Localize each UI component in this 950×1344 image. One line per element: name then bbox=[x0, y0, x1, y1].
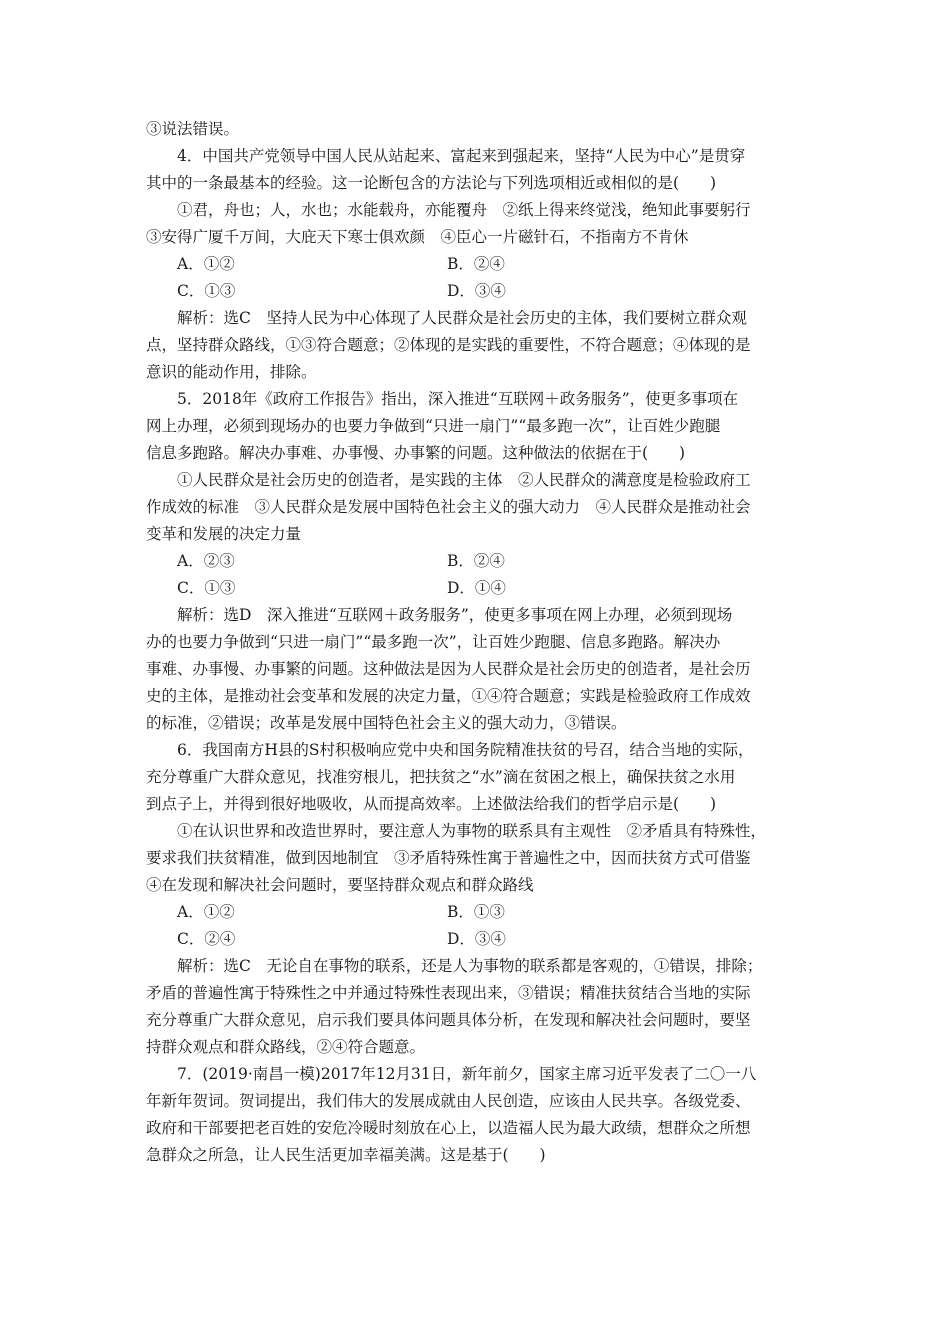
question-6 bbox=[146, 737, 811, 1061]
q5-analysis-line: 事难、办事慢、办事繁的问题。这种做法是因为人民群众是社会历史的创造者，是社会历 bbox=[146, 660, 751, 678]
q5-analysis-line: 办的也要力争做到“只进一扇门”“最多跑一次”，让百姓少跑腿、信息多跑路。解决办 bbox=[146, 633, 721, 651]
q6-statement-line: 要求我们扶贫精准，做到因地制宜 ③矛盾特殊性寓于普遍性之中，因而扶贫方式可借鉴 bbox=[146, 849, 751, 867]
q5-options-row bbox=[146, 548, 811, 575]
q4-stem-line: 4．中国共产党领导中国人民从站起来、富起来到强起来，坚持“人民为中心”是贯穿 bbox=[177, 147, 746, 165]
q6-options-row bbox=[146, 899, 811, 926]
q5-analysis-line: 的标准，②错误；改革是发展中国特色社会主义的强大动力，③错误。 bbox=[146, 714, 627, 732]
q4-analysis-line: 解析：选C 坚持人民为中心体现了人民群众是社会历史的主体，我们要树立群众观 bbox=[177, 309, 747, 327]
q5-option-b: B．②④ bbox=[447, 552, 505, 570]
q6-statement-line: ①在认识世界和改造世界时，要注意人为事物的联系具有主观性 ②矛盾具有特殊性， bbox=[177, 822, 767, 840]
q5-options-row bbox=[146, 575, 811, 602]
q4-option-b: B．②④ bbox=[447, 255, 505, 273]
q6-analysis-line: 充分尊重广大群众意见，启示我们要具体问题具体分析，在发现和解决社会问题时，要坚 bbox=[146, 1011, 751, 1029]
q5-statement-line: ①人民群众是社会历史的创造者，是实践的主体 ②人民群众的满意度是检验政府工 bbox=[177, 471, 751, 489]
q4-options-row bbox=[146, 278, 811, 305]
q6-stem-line: 到点子上，并得到很好地吸收，从而提高效率。上述做法给我们的哲学启示是( ) bbox=[146, 795, 717, 813]
q7-stem-line: 政府和干部要把老百姓的安危冷暖时刻放在心上，以造福人民为最大政绩，想群众之所想 bbox=[146, 1119, 751, 1137]
q5-option-c: C．①③ bbox=[177, 579, 236, 597]
q5-option-a: A．②③ bbox=[177, 552, 235, 570]
q5-analysis-line: 解析：选D 深入推进“互联网＋政务服务”，使更多事项在网上办理，必须到现场 bbox=[177, 606, 733, 624]
question-4 bbox=[146, 143, 811, 386]
q5-statement-line: 变革和发展的决定力量 bbox=[146, 525, 302, 543]
question-5 bbox=[146, 386, 811, 737]
q6-option-d: D．③④ bbox=[447, 930, 506, 948]
q4-statement-line: ③安得广厦千万间，大庇天下寒士俱欢颜 ④臣心一片磁针石，不指南方不肯休 bbox=[146, 228, 689, 246]
q5-option-d: D．①④ bbox=[447, 579, 506, 597]
q4-analysis-line: 意识的能动作用，排除。 bbox=[146, 363, 317, 381]
q6-analysis-line: 矛盾的普遍性寓于特殊性之中并通过特殊性表现出来，③错误；精准扶贫结合当地的实际 bbox=[146, 984, 751, 1002]
q6-stem-line: 充分尊重广大群众意见，找准穷根儿，把扶贫之“水”滴在贫困之根上，确保扶贫之水用 bbox=[146, 768, 736, 786]
q5-analysis-line: 史的主体，是推动社会变革和发展的决定力量，①④符合题意；实践是检验政府工作成效 bbox=[146, 687, 751, 705]
q4-option-a: A．①② bbox=[177, 255, 235, 273]
q7-stem-line: 急群众之所急，让人民生活更加幸福美满。这是基于( ) bbox=[146, 1146, 546, 1164]
q6-stem-line: 6．我国南方H县的S村积极响应党中央和国务院精准扶贫的号召，结合当地的实际， bbox=[177, 741, 754, 759]
q4-statement-line: ①君，舟也；人，水也；水能载舟，亦能覆舟 ②纸上得来终觉浅，绝知此事要躬行 bbox=[177, 201, 751, 219]
q6-statement-line: ④在发现和解决社会问题时，要坚持群众观点和群众路线 bbox=[146, 876, 534, 894]
q4-stem-line: 其中的一条最基本的经验。这一论断包含的方法论与下列选项相近或相似的是( ) bbox=[146, 174, 717, 192]
q6-analysis-line: 解析：选C 无论自在事物的联系，还是人为事物的联系都是客观的，①错误，排除； bbox=[177, 957, 763, 975]
q5-statement-line: 作成效的标准 ③人民群众是发展中国特色社会主义的强大动力 ④人民群众是推动社会 bbox=[146, 498, 751, 516]
exam-text bbox=[146, 116, 811, 1169]
q4-options-row bbox=[146, 251, 811, 278]
q5-stem-line: 网上办理，必须到现场办的也要力争做到“只进一扇门”“最多跑一次”，让百姓少跑腿 bbox=[146, 417, 721, 435]
q3-tail: ③说法错误。 bbox=[146, 120, 240, 138]
q6-option-a: A．①② bbox=[177, 903, 235, 921]
q4-option-c: C．①③ bbox=[177, 282, 236, 300]
q4-analysis-line: 点，坚持群众路线，①③符合题意；②体现的是实践的重要性，不符合题意；④体现的是 bbox=[146, 336, 751, 354]
q6-option-b: B．①③ bbox=[447, 903, 505, 921]
q6-analysis-line: 持群众观点和群众路线，②④符合题意。 bbox=[146, 1038, 426, 1056]
q7-stem-line: 7．(2019·南昌一模)2017年12月31日，新年前夕，国家主席习近平发表了二〇一八 bbox=[177, 1065, 757, 1083]
q6-option-c: C．②④ bbox=[177, 930, 236, 948]
question-7 bbox=[146, 1061, 811, 1169]
q4-option-d: D．③④ bbox=[447, 282, 506, 300]
q7-stem-line: 年新年贺词。贺词提出，我们伟大的发展成就由人民创造，应该由人民共享。各级党委、 bbox=[146, 1092, 751, 1110]
q6-options-row bbox=[146, 926, 811, 953]
q5-stem-line: 信息多跑路。解决办事难、办事慢、办事繁的问题。这种做法的依据在于( ) bbox=[146, 444, 686, 462]
q5-stem-line: 5．2018年《政府工作报告》指出，深入推进“互联网＋政务服务”，使更多事项在 bbox=[177, 390, 739, 408]
